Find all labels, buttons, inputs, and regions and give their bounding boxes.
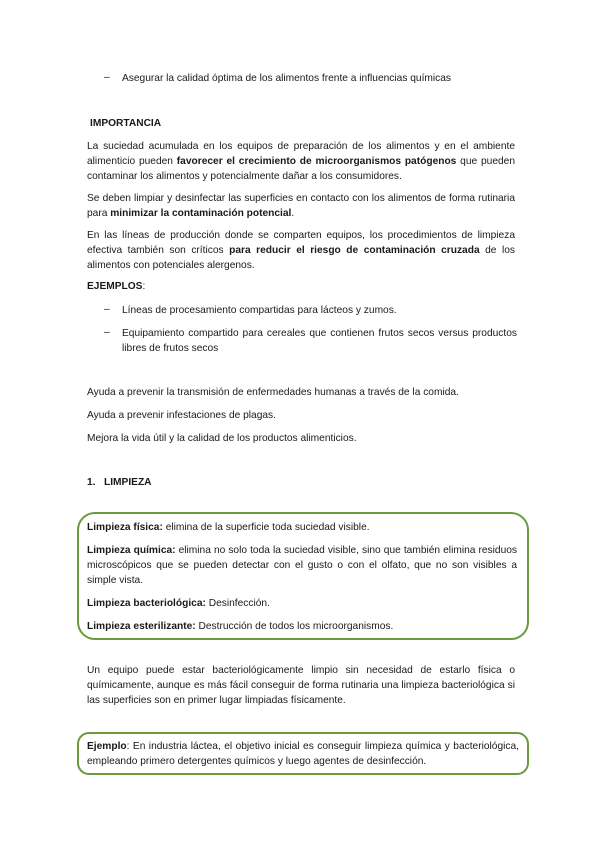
benefit-line-2: Ayuda a prevenir infestaciones de plagas. [87, 410, 276, 421]
bullet-text: Asegurar la calidad óptima de los alimentos frente a influencias químicas [122, 73, 452, 84]
example-text: Ejemplo: En industria láctea, el objetivo inicial es conseguir limpieza química y bacteriológica, empleando primero detergentes químicos y luego agentes de desinfección. [87, 741, 519, 767]
limpieza-quimica: Limpieza química: elimina no solo toda la suciedad visible, sino que también elimina residuos microscópicos que se pueden detectar con el gusto o con el olfato, que no son visibles a simple vista. [87, 545, 517, 586]
importancia-paragraph-2: Se deben limpiar y desinfectar las superficies en contacto con los alimentos de forma rutinaria para minimizar la contaminación potencial. [87, 193, 515, 219]
ejemplos-item-1: Líneas de procesamiento compartidas para lácteos y zumos. [122, 305, 397, 316]
bullet-dash: – [104, 72, 110, 83]
importancia-paragraph-3: En las líneas de producción donde se comparten equipos, los procedimientos de limpieza efectiva también son críticos para reducir el riesgo de contaminación cruzada de los alimentos con potenciales alergenos. [87, 230, 515, 271]
ejemplos-item-2: Equipamiento compartido para cereales que contienen frutos secos versus productos libres de frutos secos [122, 328, 517, 354]
limpieza-bacteriologica: Limpieza bacteriológica: Desinfección. [87, 598, 270, 609]
section-number: 1. [87, 477, 96, 488]
ejemplos-item-1-dash: – [104, 304, 110, 315]
section-title: LIMPIEZA [104, 477, 152, 488]
limpieza-esterilizante: Limpieza esterilizante: Destrucción de todos los microorganismos. [87, 621, 394, 632]
importancia-heading: IMPORTANCIA [90, 118, 162, 129]
benefit-line-1: Ayuda a prevenir la transmisión de enfermedades humanas a través de la comida. [87, 387, 459, 398]
ejemplos-heading: EJEMPLOS: [87, 281, 146, 292]
limpieza-fisica: Limpieza física: elimina de la superficie toda suciedad visible. [87, 522, 370, 533]
after-box-paragraph: Un equipo puede estar bacteriológicamente limpio sin necesidad de estarlo física o químicamente, aunque es más fácil conseguir de forma rutinaria una limpieza bacteriológica si las superficies son en primer lugar limpiadas físicamente. [87, 665, 515, 706]
importancia-paragraph-1: La suciedad acumulada en los equipos de preparación de los alimentos y en el ambiente alimenticio pueden favorecer el crecimiento de microorganismos patógenos que pueden contaminar los alimentos y potencialmente dañar a los consumidores. [87, 141, 515, 182]
benefit-line-3: Mejora la vida útil y la calidad de los productos alimenticios. [87, 433, 357, 444]
ejemplos-item-2-dash: – [104, 327, 110, 338]
